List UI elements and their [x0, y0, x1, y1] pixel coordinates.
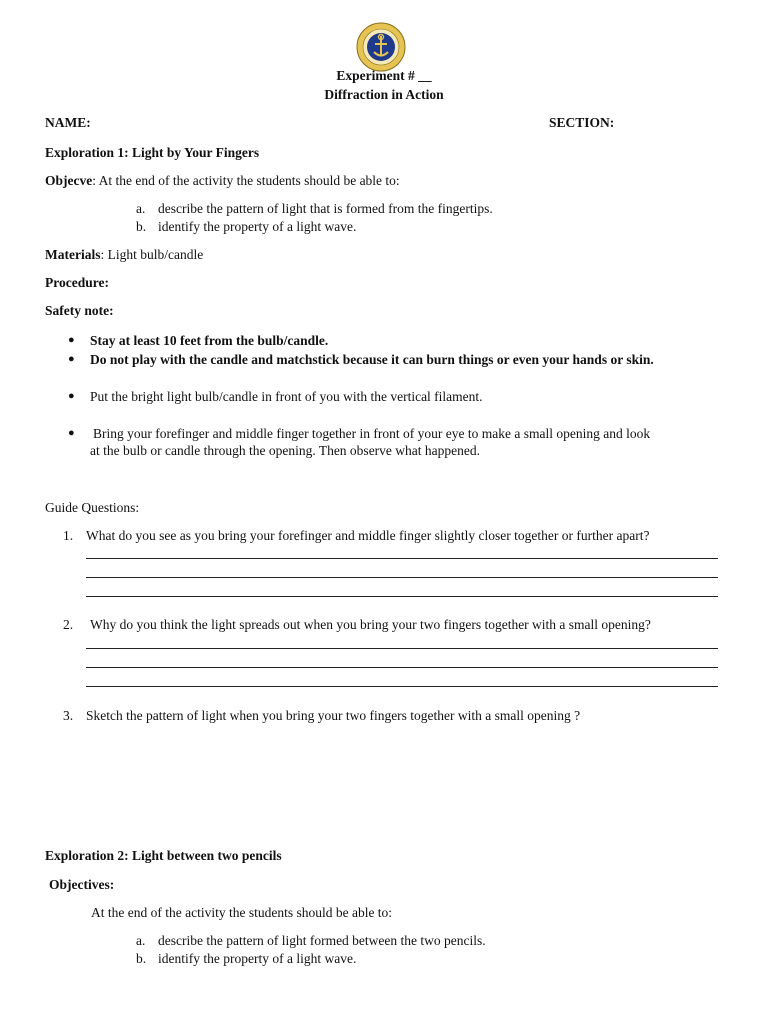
safety-note-2: Do not play with the candle and matchstick because it can burn things or even your hands or skin.: [90, 352, 654, 367]
objective-line: [45, 173, 400, 189]
procedure-label: Procedure:: [45, 275, 109, 290]
answer-line: [86, 577, 718, 578]
exploration1-heading: Exploration 1: Light by Your Fingers: [45, 145, 260, 160]
objective-label: Objecve: [45, 173, 93, 188]
exploration2-marker-b: b.: [136, 951, 147, 966]
materials-line: [45, 247, 203, 263]
exploration2-intro: At the end of the activity the students should be able to:: [91, 905, 393, 920]
procedure-step-1: Put the bright light bulb/candle in front of you with the vertical filament.: [90, 389, 483, 404]
guide-questions-label: Guide Questions:: [45, 500, 140, 515]
bullet-icon: ●: [68, 353, 75, 365]
bullet-icon: ●: [68, 334, 75, 346]
safety-note-1: Stay at least 10 feet from the bulb/candle.: [90, 333, 329, 348]
procedure-step-2-line-1: Bring your forefinger and middle finger together in front of your eye to make a small opening and look: [93, 426, 651, 441]
objective-marker-b: b.: [136, 219, 147, 234]
question-2-text: Why do you think the light spreads out when you bring your two fingers together with a small opening?: [90, 617, 651, 632]
experiment-title: Experiment # __: [336, 68, 432, 83]
name-label: NAME:: [45, 115, 91, 130]
question-3-text: Sketch the pattern of light when you bring your two fingers together with a small opening ?: [86, 708, 581, 723]
procedure-step-2-line-2: at the bulb or candle through the opening. Then observe what happened.: [90, 443, 481, 458]
materials-label: Materials: [45, 247, 101, 262]
answer-line: [86, 667, 718, 668]
objective-item-a: describe the pattern of light that is formed from the fingertips.: [158, 201, 493, 216]
safety-label: Safety note:: [45, 303, 114, 318]
answer-line: [86, 596, 718, 597]
exploration2-objective-b: identify the property of a light wave.: [158, 951, 357, 966]
bullet-icon: ●: [68, 427, 75, 439]
objective-text: : At the end of the activity the students should be able to:: [92, 173, 400, 188]
question-1-number: 1.: [63, 528, 74, 543]
exploration2-objectives-label: Objectives:: [49, 877, 115, 892]
materials-text: : Light bulb/candle: [100, 247, 204, 262]
objective-marker-a: a.: [136, 201, 146, 216]
question-1-text: What do you see as you bring your forefinger and middle finger slightly closer together or further apart?: [86, 528, 650, 543]
answer-line: [86, 648, 718, 649]
question-3-number: 3.: [63, 708, 74, 723]
school-seal-logo: [356, 22, 406, 72]
objective-item-b: identify the property of a light wave.: [158, 219, 357, 234]
experiment-subtitle: Diffraction in Action: [324, 87, 444, 102]
exploration2-heading: Exploration 2: Light between two pencils: [45, 848, 282, 863]
question-2-number: 2.: [63, 617, 74, 632]
bullet-icon: ●: [68, 390, 75, 402]
exploration2-objective-a: describe the pattern of light formed between the two pencils.: [158, 933, 486, 948]
exploration2-marker-a: a.: [136, 933, 146, 948]
answer-line: [86, 558, 718, 559]
answer-line: [86, 686, 718, 687]
section-label: SECTION:: [549, 115, 615, 130]
